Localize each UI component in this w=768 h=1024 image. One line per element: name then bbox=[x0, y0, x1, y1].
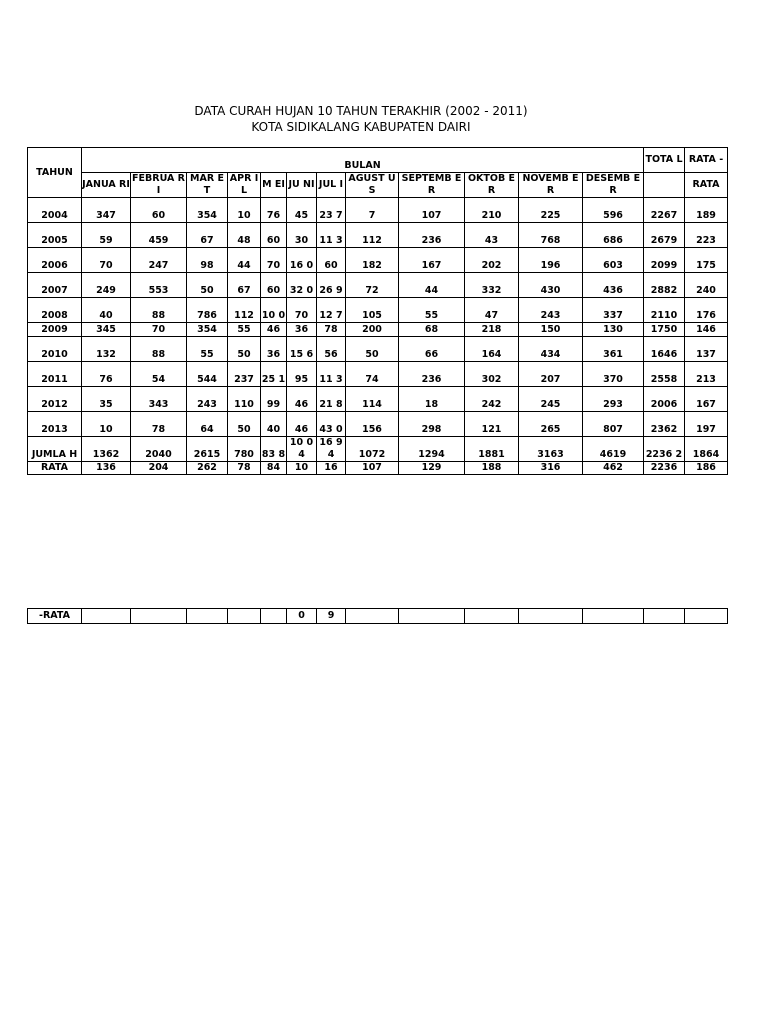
jumlah-cell: 1881 bbox=[465, 437, 519, 462]
value-cell: 32 0 bbox=[287, 273, 317, 298]
value-cell: 175 bbox=[685, 248, 728, 273]
value-cell: 78 bbox=[317, 323, 346, 337]
value-cell: 10 bbox=[82, 412, 131, 437]
value-cell: 44 bbox=[399, 273, 465, 298]
value-cell: 66 bbox=[399, 337, 465, 362]
value-cell: 544 bbox=[187, 362, 228, 387]
value-cell: 60 bbox=[261, 273, 287, 298]
value-cell: 11 3 bbox=[317, 223, 346, 248]
jumlah-cell: 83 8 bbox=[261, 437, 287, 462]
value-cell: 46 bbox=[287, 387, 317, 412]
value-cell: 218 bbox=[465, 323, 519, 337]
value-cell: 55 bbox=[228, 323, 261, 337]
value-cell: 16 0 bbox=[287, 248, 317, 273]
value-cell: 236 bbox=[399, 362, 465, 387]
value-cell: 132 bbox=[82, 337, 131, 362]
value-cell: 347 bbox=[82, 198, 131, 223]
value-cell: 56 bbox=[317, 337, 346, 362]
value-cell: 1646 bbox=[644, 337, 685, 362]
value-cell: 240 bbox=[685, 273, 728, 298]
month-header: AGUST US bbox=[346, 173, 399, 198]
value-cell: 2099 bbox=[644, 248, 685, 273]
value-cell: 95 bbox=[287, 362, 317, 387]
value-cell: 74 bbox=[346, 362, 399, 387]
value-cell: 2006 bbox=[644, 387, 685, 412]
value-cell: 293 bbox=[583, 387, 644, 412]
value-cell: 121 bbox=[465, 412, 519, 437]
jumlah-cell: 780 bbox=[228, 437, 261, 462]
value-cell: 167 bbox=[685, 387, 728, 412]
table-row bbox=[28, 223, 728, 248]
value-cell: 2679 bbox=[644, 223, 685, 248]
value-cell: 2267 bbox=[644, 198, 685, 223]
value-cell: 44 bbox=[228, 248, 261, 273]
value-cell: 43 bbox=[465, 223, 519, 248]
table-row bbox=[28, 273, 728, 298]
rata-cell: 78 bbox=[228, 462, 261, 475]
rata-cell: 16 bbox=[317, 462, 346, 475]
footer-cell bbox=[465, 609, 519, 624]
table-row bbox=[28, 298, 728, 323]
value-cell: 768 bbox=[519, 223, 583, 248]
jumlah-row bbox=[28, 437, 728, 462]
footer-cell bbox=[261, 609, 287, 624]
value-cell: 553 bbox=[131, 273, 187, 298]
value-cell: 213 bbox=[685, 362, 728, 387]
value-cell: 302 bbox=[465, 362, 519, 387]
value-cell: 167 bbox=[399, 248, 465, 273]
year-cell: 2007 bbox=[28, 273, 82, 298]
value-cell: 596 bbox=[583, 198, 644, 223]
value-cell: 21 8 bbox=[317, 387, 346, 412]
value-cell: 332 bbox=[465, 273, 519, 298]
jumlah-cell: 4619 bbox=[583, 437, 644, 462]
rata-header-sub: RATA bbox=[685, 173, 728, 198]
value-cell: 2362 bbox=[644, 412, 685, 437]
footer-cell bbox=[399, 609, 465, 624]
footer-cell bbox=[228, 609, 261, 624]
value-cell: 436 bbox=[583, 273, 644, 298]
value-cell: 243 bbox=[519, 298, 583, 323]
value-cell: 60 bbox=[131, 198, 187, 223]
footer-cell bbox=[346, 609, 399, 624]
value-cell: 107 bbox=[399, 198, 465, 223]
value-cell: 114 bbox=[346, 387, 399, 412]
value-cell: 59 bbox=[82, 223, 131, 248]
value-cell: 23 7 bbox=[317, 198, 346, 223]
total-header: TOTA L bbox=[644, 148, 685, 173]
value-cell: 243 bbox=[187, 387, 228, 412]
value-cell: 247 bbox=[131, 248, 187, 273]
month-header: DESEMB ER bbox=[583, 173, 644, 198]
header-row bbox=[28, 148, 728, 173]
month-header: SEPTEMB ER bbox=[399, 173, 465, 198]
month-header: JU NI bbox=[287, 173, 317, 198]
rainfall-table bbox=[27, 147, 728, 475]
footer-cell bbox=[685, 609, 728, 624]
rata-cell: 186 bbox=[685, 462, 728, 475]
jumlah-cell: 10 04 bbox=[287, 437, 317, 462]
rata-cell: 262 bbox=[187, 462, 228, 475]
value-cell: 354 bbox=[187, 198, 228, 223]
value-cell: 12 7 bbox=[317, 298, 346, 323]
value-cell: 15 6 bbox=[287, 337, 317, 362]
value-cell: 43 0 bbox=[317, 412, 346, 437]
table-row bbox=[28, 198, 728, 223]
value-cell: 354 bbox=[187, 323, 228, 337]
value-cell: 47 bbox=[465, 298, 519, 323]
value-cell: 18 bbox=[399, 387, 465, 412]
value-cell: 26 9 bbox=[317, 273, 346, 298]
rata-cell: 462 bbox=[583, 462, 644, 475]
value-cell: 54 bbox=[131, 362, 187, 387]
month-header: JANUA RI bbox=[82, 173, 131, 198]
rata-cell: 84 bbox=[261, 462, 287, 475]
value-cell: 345 bbox=[82, 323, 131, 337]
value-cell: 70 bbox=[131, 323, 187, 337]
month-header: JUL I bbox=[317, 173, 346, 198]
year-cell: 2004 bbox=[28, 198, 82, 223]
year-cell: 2010 bbox=[28, 337, 82, 362]
rata-cell: 204 bbox=[131, 462, 187, 475]
value-cell: 10 0 bbox=[261, 298, 287, 323]
value-cell: 459 bbox=[131, 223, 187, 248]
value-cell: 156 bbox=[346, 412, 399, 437]
footer-cell: 0 bbox=[287, 609, 317, 624]
footer-cell bbox=[131, 609, 187, 624]
value-cell: 343 bbox=[131, 387, 187, 412]
jumlah-cell: 16 94 bbox=[317, 437, 346, 462]
month-header-row bbox=[28, 173, 728, 198]
value-cell: 70 bbox=[261, 248, 287, 273]
value-cell: 55 bbox=[187, 337, 228, 362]
value-cell: 40 bbox=[82, 298, 131, 323]
month-header: NOVEMB ER bbox=[519, 173, 583, 198]
rata-label: RATA bbox=[28, 462, 82, 475]
jumlah-cell: 1072 bbox=[346, 437, 399, 462]
year-cell: 2005 bbox=[28, 223, 82, 248]
value-cell: 200 bbox=[346, 323, 399, 337]
rata-cell: 10 bbox=[287, 462, 317, 475]
value-cell: 50 bbox=[346, 337, 399, 362]
value-cell: 50 bbox=[228, 412, 261, 437]
value-cell: 225 bbox=[519, 198, 583, 223]
value-cell: 64 bbox=[187, 412, 228, 437]
value-cell: 361 bbox=[583, 337, 644, 362]
value-cell: 35 bbox=[82, 387, 131, 412]
value-cell: 197 bbox=[685, 412, 728, 437]
jumlah-cell: 1294 bbox=[399, 437, 465, 462]
bulan-header: BULAN bbox=[82, 148, 644, 173]
table-row bbox=[28, 362, 728, 387]
rata-cell: 316 bbox=[519, 462, 583, 475]
value-cell: 70 bbox=[82, 248, 131, 273]
table-row bbox=[28, 248, 728, 273]
tahun-header: TAHUN bbox=[28, 148, 82, 198]
value-cell: 110 bbox=[228, 387, 261, 412]
month-header: M EI bbox=[261, 173, 287, 198]
value-cell: 237 bbox=[228, 362, 261, 387]
jumlah-cell: 1362 bbox=[82, 437, 131, 462]
value-cell: 298 bbox=[399, 412, 465, 437]
value-cell: 46 bbox=[287, 412, 317, 437]
value-cell: 36 bbox=[287, 323, 317, 337]
value-cell: 337 bbox=[583, 298, 644, 323]
jumlah-label: JUMLA H bbox=[28, 437, 82, 462]
value-cell: 7 bbox=[346, 198, 399, 223]
value-cell: 146 bbox=[685, 323, 728, 337]
total-header-blank bbox=[644, 173, 685, 198]
rata-cell: 107 bbox=[346, 462, 399, 475]
value-cell: 78 bbox=[131, 412, 187, 437]
value-cell: 196 bbox=[519, 248, 583, 273]
value-cell: 67 bbox=[228, 273, 261, 298]
value-cell: 88 bbox=[131, 298, 187, 323]
jumlah-cell: 3163 bbox=[519, 437, 583, 462]
footer-table bbox=[27, 608, 728, 624]
jumlah-cell: 1864 bbox=[685, 437, 728, 462]
value-cell: 70 bbox=[287, 298, 317, 323]
value-cell: 202 bbox=[465, 248, 519, 273]
value-cell: 242 bbox=[465, 387, 519, 412]
value-cell: 2110 bbox=[644, 298, 685, 323]
year-cell: 2012 bbox=[28, 387, 82, 412]
value-cell: 189 bbox=[685, 198, 728, 223]
value-cell: 67 bbox=[187, 223, 228, 248]
year-cell: 2008 bbox=[28, 298, 82, 323]
value-cell: 176 bbox=[685, 298, 728, 323]
footer-row bbox=[28, 609, 728, 624]
value-cell: 370 bbox=[583, 362, 644, 387]
value-cell: 60 bbox=[317, 248, 346, 273]
value-cell: 1750 bbox=[644, 323, 685, 337]
value-cell: 807 bbox=[583, 412, 644, 437]
value-cell: 182 bbox=[346, 248, 399, 273]
jumlah-cell: 2615 bbox=[187, 437, 228, 462]
value-cell: 99 bbox=[261, 387, 287, 412]
value-cell: 245 bbox=[519, 387, 583, 412]
rata-header-top: RATA - bbox=[685, 148, 728, 173]
rata-cell: 129 bbox=[399, 462, 465, 475]
footer-label: -RATA bbox=[28, 609, 82, 624]
year-cell: 2011 bbox=[28, 362, 82, 387]
value-cell: 150 bbox=[519, 323, 583, 337]
rata-row bbox=[28, 462, 728, 475]
value-cell: 48 bbox=[228, 223, 261, 248]
month-header: MAR ET bbox=[187, 173, 228, 198]
value-cell: 223 bbox=[685, 223, 728, 248]
rata-cell: 2236 bbox=[644, 462, 685, 475]
value-cell: 36 bbox=[261, 337, 287, 362]
value-cell: 98 bbox=[187, 248, 228, 273]
table-row bbox=[28, 337, 728, 362]
value-cell: 72 bbox=[346, 273, 399, 298]
footer-cell: 9 bbox=[317, 609, 346, 624]
rata-cell: 188 bbox=[465, 462, 519, 475]
value-cell: 786 bbox=[187, 298, 228, 323]
jumlah-cell: 2236 2 bbox=[644, 437, 685, 462]
value-cell: 50 bbox=[228, 337, 261, 362]
title-line-2: KOTA SIDIKALANG KABUPATEN DAIRI bbox=[251, 120, 471, 134]
table-row bbox=[28, 387, 728, 412]
month-header: FEBRUA RI bbox=[132, 173, 185, 196]
value-cell: 137 bbox=[685, 337, 728, 362]
value-cell: 112 bbox=[346, 223, 399, 248]
value-cell: 76 bbox=[82, 362, 131, 387]
value-cell: 434 bbox=[519, 337, 583, 362]
value-cell: 265 bbox=[519, 412, 583, 437]
value-cell: 2882 bbox=[644, 273, 685, 298]
footer-cell bbox=[519, 609, 583, 624]
value-cell: 30 bbox=[287, 223, 317, 248]
year-cell: 2006 bbox=[28, 248, 82, 273]
value-cell: 210 bbox=[465, 198, 519, 223]
month-header: OKTOB ER bbox=[465, 173, 519, 198]
value-cell: 11 3 bbox=[317, 362, 346, 387]
value-cell: 40 bbox=[261, 412, 287, 437]
value-cell: 76 bbox=[261, 198, 287, 223]
month-header: APR IL bbox=[228, 173, 261, 198]
value-cell: 603 bbox=[583, 248, 644, 273]
rata-cell: 136 bbox=[82, 462, 131, 475]
value-cell: 50 bbox=[187, 273, 228, 298]
footer-cell bbox=[583, 609, 644, 624]
value-cell: 112 bbox=[228, 298, 261, 323]
value-cell: 60 bbox=[261, 223, 287, 248]
value-cell: 45 bbox=[287, 198, 317, 223]
value-cell: 2558 bbox=[644, 362, 685, 387]
value-cell: 68 bbox=[399, 323, 465, 337]
value-cell: 236 bbox=[399, 223, 465, 248]
value-cell: 25 1 bbox=[261, 362, 287, 387]
value-cell: 55 bbox=[399, 298, 465, 323]
value-cell: 130 bbox=[583, 323, 644, 337]
value-cell: 164 bbox=[465, 337, 519, 362]
value-cell: 46 bbox=[261, 323, 287, 337]
title-line-1: DATA CURAH HUJAN 10 TAHUN TERAKHIR (2002 - 2011) bbox=[194, 104, 528, 118]
year-cell: 2013 bbox=[28, 412, 82, 437]
table-row bbox=[28, 323, 728, 337]
value-cell: 430 bbox=[519, 273, 583, 298]
footer-cell bbox=[187, 609, 228, 624]
value-cell: 249 bbox=[82, 273, 131, 298]
value-cell: 686 bbox=[583, 223, 644, 248]
footer-cell bbox=[644, 609, 685, 624]
value-cell: 88 bbox=[131, 337, 187, 362]
jumlah-cell: 2040 bbox=[131, 437, 187, 462]
value-cell: 207 bbox=[519, 362, 583, 387]
footer-cell bbox=[82, 609, 131, 624]
value-cell: 10 bbox=[228, 198, 261, 223]
table-row bbox=[28, 412, 728, 437]
year-cell: 2009 bbox=[28, 323, 82, 337]
value-cell: 105 bbox=[346, 298, 399, 323]
